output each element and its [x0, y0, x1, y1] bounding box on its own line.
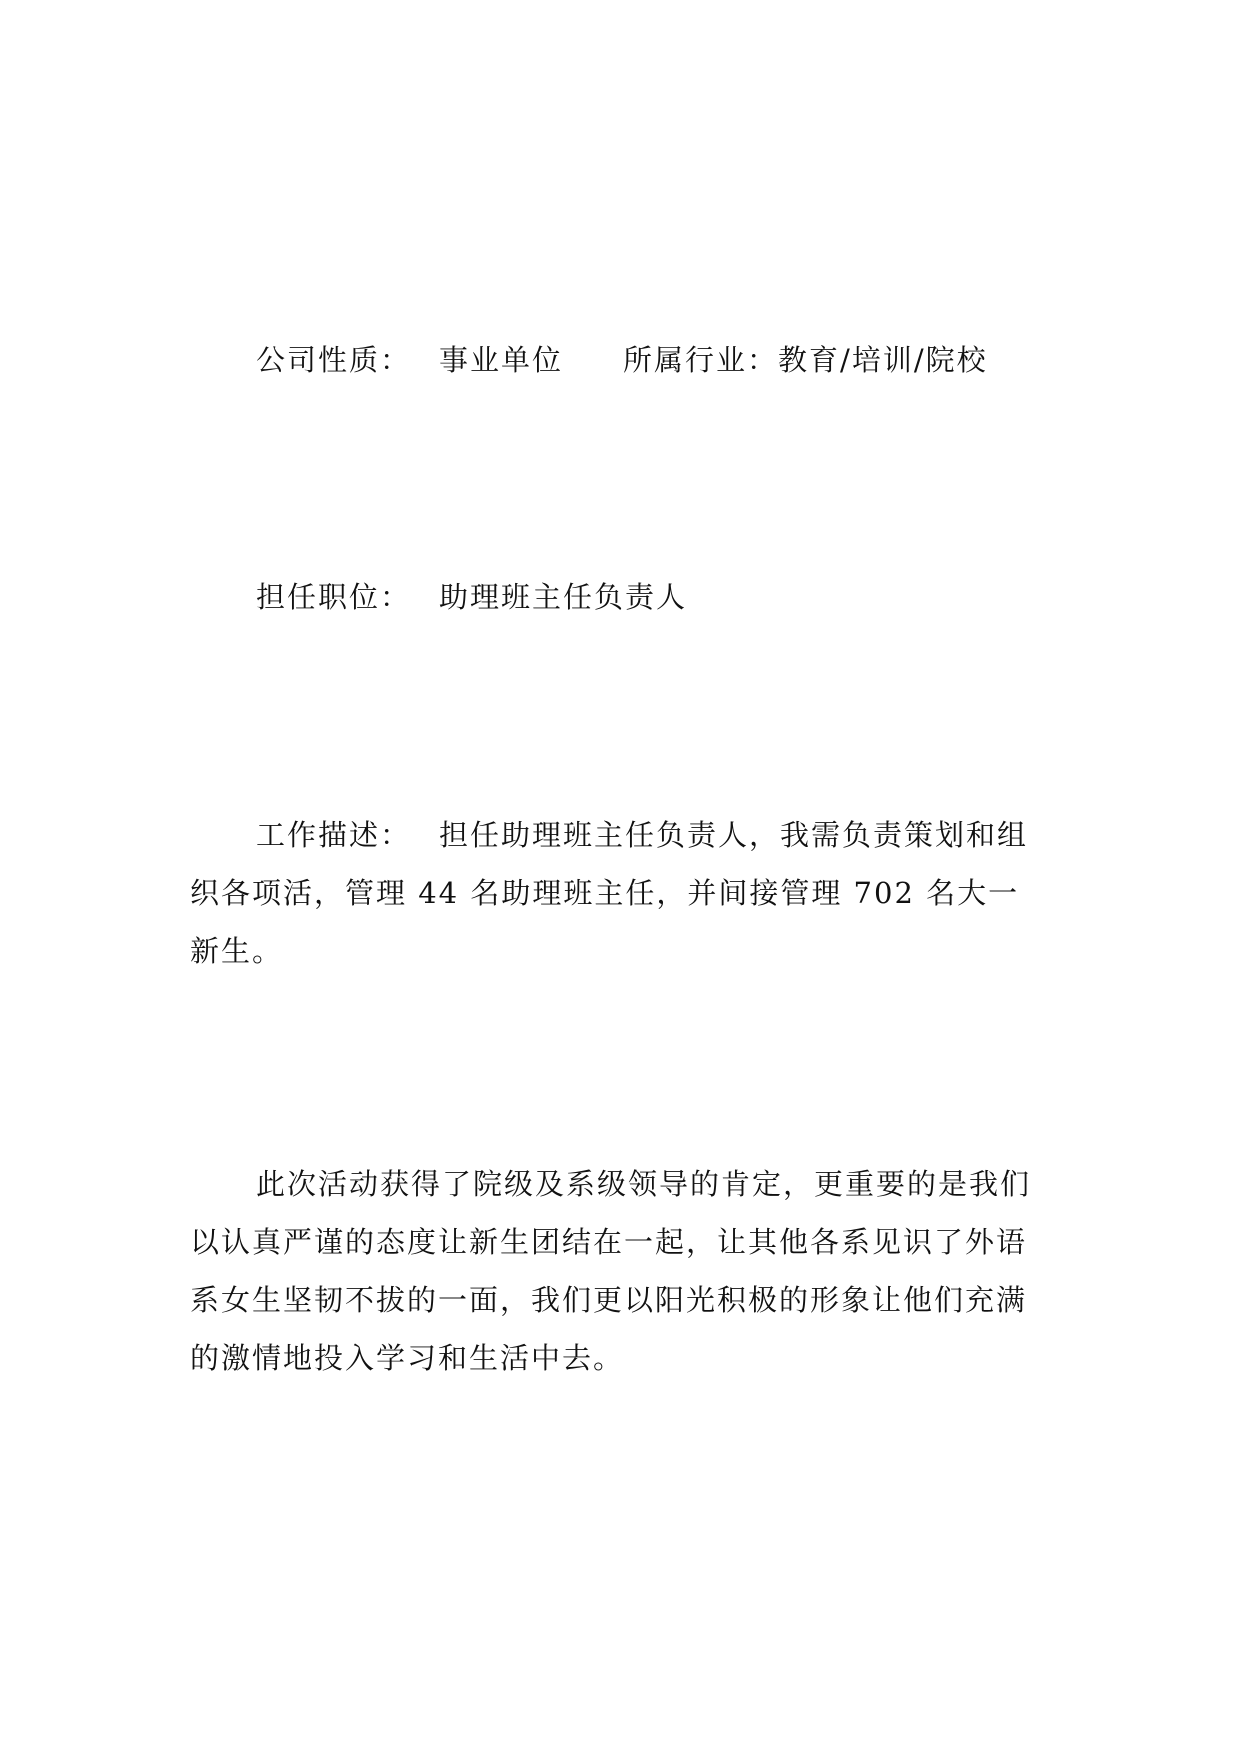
- company-info-line: [190, 331, 1050, 389]
- position-label: 担任职位：: [256, 580, 412, 614]
- company-nature-value: 事业单位: [439, 343, 564, 377]
- job-description-paragraph: [190, 806, 1050, 980]
- description-label: 工作描述：: [256, 818, 412, 852]
- position-value: 助理班主任负责人: [439, 580, 688, 614]
- company-industry-value: 教育/培训/院校: [778, 343, 988, 377]
- description-text: 担任助理班主任负责人，我需负责策划和组织各项活，管理 44 名助理班主任，并间接管理 702 名大一新生。: [190, 818, 1029, 968]
- position-line: [190, 568, 1050, 626]
- company-nature-label: 公司性质：: [256, 343, 412, 377]
- activity-paragraph: 此次活动获得了院级及系级领导的肯定，更重要的是我们以认真严谨的态度让新生团结在一起，让其他各系见识了外语系女生坚韧不拔的一面，我们更以阳光积极的形象让他们充满的激情地投入学习和生活中去。: [190, 1167, 1032, 1375]
- company-industry-label: 所属行业：: [623, 343, 779, 377]
